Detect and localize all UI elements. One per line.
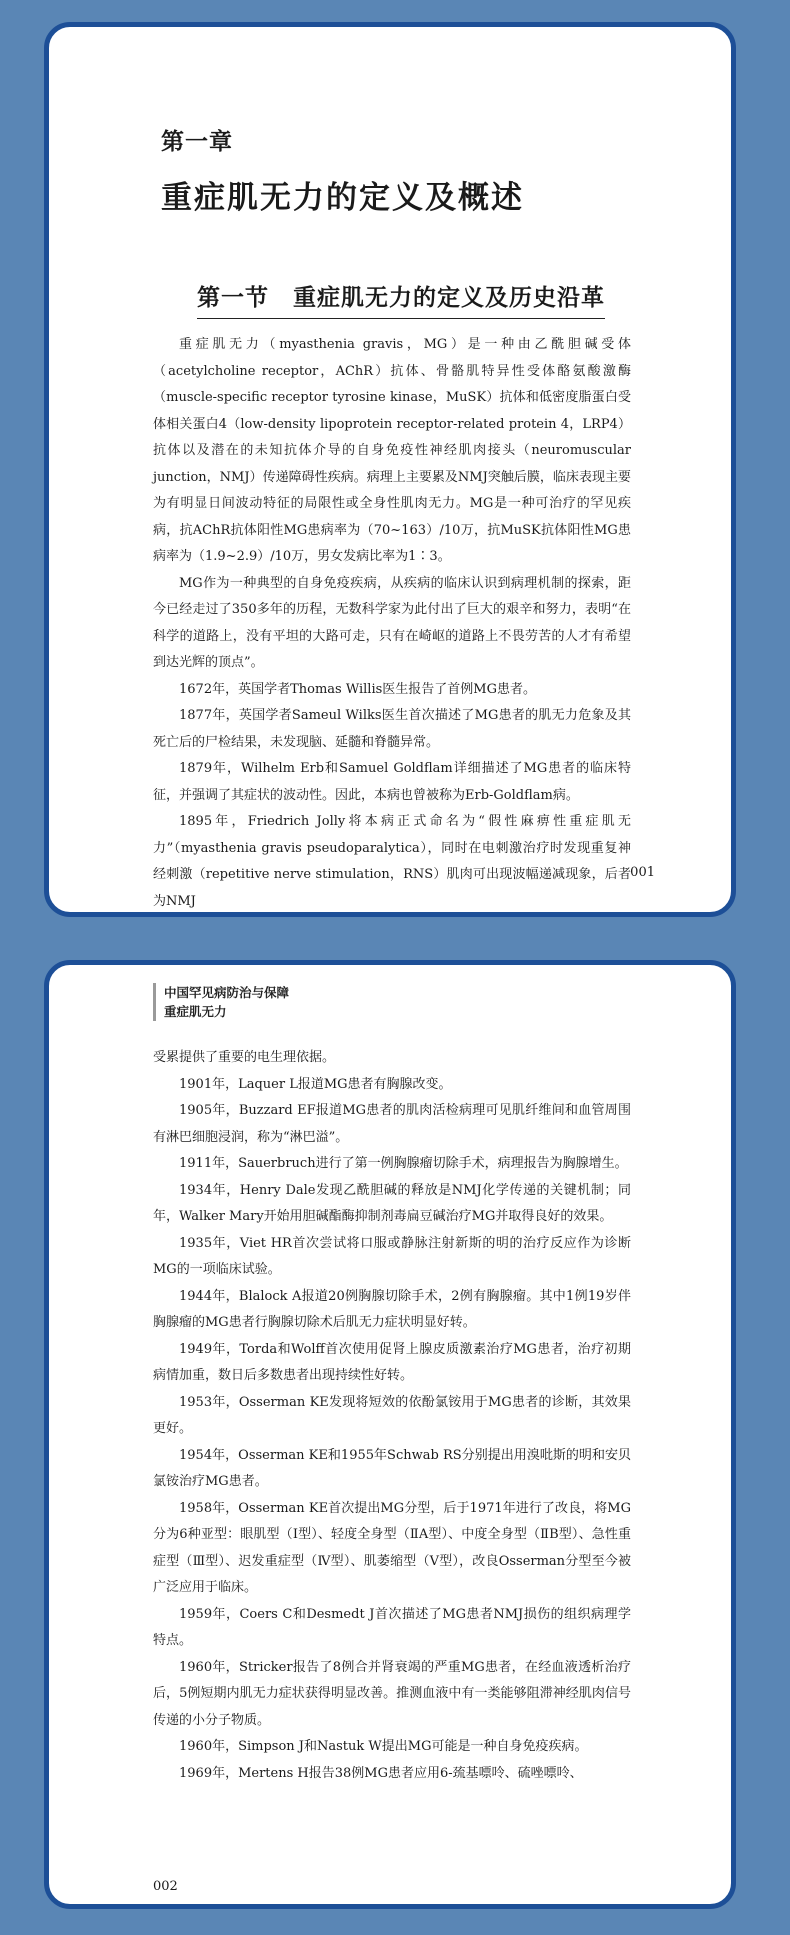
page-number: 001 bbox=[630, 865, 655, 880]
page-001 bbox=[44, 22, 736, 917]
paragraph: 1672年，英国学者Thomas Willis医生报告了首例MG患者。 bbox=[179, 681, 536, 697]
paragraph: 1905年，Buzzard EF报道MG患者的肌肉活检病理可见肌纤维间和血管周围有淋巴细胞浸润，称为“淋巴溢”。 bbox=[153, 1103, 631, 1145]
paragraph: 1954年，Osserman KE和1955年Schwab RS分别提出用溴吡斯的明和安贝氯铵治疗MG患者。 bbox=[153, 1447, 631, 1489]
paragraph: 1949年，Torda和Wolff首次使用促肾上腺皮质激素治疗MG患者，治疗初期病情加重，数日后多数患者出现持续性好转。 bbox=[153, 1341, 631, 1383]
paragraph: 1911年，Sauerbruch进行了第一例胸腺瘤切除手术，病理报告为胸腺增生。 bbox=[179, 1156, 628, 1171]
running-head-book: 重症肌无力 bbox=[164, 1004, 227, 1019]
running-head-series: 中国罕见病防治与保障 bbox=[164, 985, 290, 1000]
page-002 bbox=[44, 960, 736, 1909]
paragraph: 1879年，Wilhelm Erb和Samuel Goldflam详细描述了MG患者的临床特征，并强调了其症状的波动性。因此，本病也曾被称为Erb-Goldflam病。 bbox=[153, 761, 631, 803]
paragraph: 1934年，Henry Dale发现乙酰胆碱的释放是NMJ化学传递的关键机制；同年，Walker Mary开始用胆碱酯酶抑制剂毒扁豆碱治疗MG并取得良好的效果。 bbox=[153, 1182, 631, 1224]
section-title: 第一节 重症肌无力的定义及历史沿革 bbox=[197, 279, 605, 319]
paragraph: MG作为一种典型的自身免疫疾病，从疾病的临床认识到病理机制的探索，距今已经走过了350多年的历程，无数科学家为此付出了巨大的艰辛和努力，表明“在科学的道路上，没有平坦的大路可走，只有在崎岖的道路上不畏劳苦的人才有希望到达光辉的顶点”。 bbox=[153, 575, 631, 670]
paragraph: 1944年，Blalock A报道20例胸腺切除手术，2例有胸腺瘤。其中1例19岁伴胸腺瘤的MG患者行胸腺切除术后肌无力症状明显好转。 bbox=[153, 1288, 631, 1330]
page-002-body bbox=[153, 1045, 631, 1787]
chapter-label: 第一章 bbox=[161, 129, 233, 155]
paragraph: 1960年，Stricker报告了8例合并肾衰竭的严重MG患者，在经血液透析治疗后，5例短期内肌无力症状获得明显改善。推测血液中有一类能够阻滞神经肌肉信号传递的小分子物质。 bbox=[153, 1659, 631, 1728]
paragraph: 1959年，Coers C和Desmedt J首次描述了MG患者NMJ损伤的组织病理学特点。 bbox=[153, 1606, 631, 1648]
page-number: 002 bbox=[153, 1879, 178, 1894]
paragraph: 1901年，Laquer L报道MG患者有胸腺改变。 bbox=[179, 1076, 452, 1092]
paragraph: 1877年，英国学者Sameul Wilks医生首次描述了MG患者的肌无力危象及其死亡后的尸检结果，未发现脑、延髓和脊髓异常。 bbox=[153, 708, 631, 750]
paragraph: 1895年，Friedrich Jolly将本病正式命名为“假性麻痹性重症肌无力”（myasthenia gravis pseudoparalytica），同时在电刺激治疗时发现重复神经刺激（repetitive nerve stimulation，RNS）肌肉可出现波幅递减现象，后者为NMJ bbox=[153, 814, 631, 909]
running-head bbox=[153, 983, 289, 1021]
paragraph: 1935年，Viet HR首次尝试将口服或静脉注射新斯的明的治疗反应作为诊断MG的一项临床试验。 bbox=[153, 1235, 631, 1277]
paragraph-continued: 受累提供了重要的电生理依据。 bbox=[153, 1050, 336, 1065]
paragraph: 1960年，Simpson J和Nastuk W提出MG可能是一种自身免疫疾病。 bbox=[179, 1739, 588, 1754]
chapter-title: 重症肌无力的定义及概述 bbox=[161, 180, 524, 216]
paragraph: 重症肌无力（myasthenia gravis，MG）是一种由乙酰胆碱受体（acetylcholine receptor，AChR）抗体、骨骼肌特异性受体酪氨酸激酶（muscle-specific receptor tyrosine kinase，MuSK）抗体和低密度脂蛋白受体相关蛋白4（low-density lipoprotein receptor-related protein 4，LRP4）抗体以及潜在的未知抗体介导的自身免疫性神经肌肉接头（neuromuscular junction，NMJ）传递障碍性疾病。病理上主要累及NMJ突触后膜，临床表现主要为有明显日间波动特征的局限性或全身性肌肉无力。MG是一种可治疗的罕见疾病，抗AChR抗体阳性MG患病率为（70~163）/10万，抗MuSK抗体阳性MG患病率为（1.9~2.9）/10万，男女发病比率为1∶3。 bbox=[153, 337, 631, 564]
paragraph: 1969年，Mertens H报告38例MG患者应用6-巯基嘌呤、硫唑嘌呤、 bbox=[179, 1765, 583, 1781]
paragraph: 1958年，Osserman KE首次提出MG分型，后于1971年进行了改良，将MG分为6种亚型：眼肌型（Ⅰ型）、轻度全身型（ⅡA型）、中度全身型（ⅡB型）、急性重症型（Ⅲ型）、迟发重症型（Ⅳ型）、肌萎缩型（Ⅴ型），改良Osserman分型至今被广泛应用于临床。 bbox=[153, 1500, 631, 1595]
page-001-body bbox=[153, 332, 631, 915]
paragraph: 1953年，Osserman KE发现将短效的依酚氯铵用于MG患者的诊断，其效果更好。 bbox=[153, 1394, 631, 1436]
